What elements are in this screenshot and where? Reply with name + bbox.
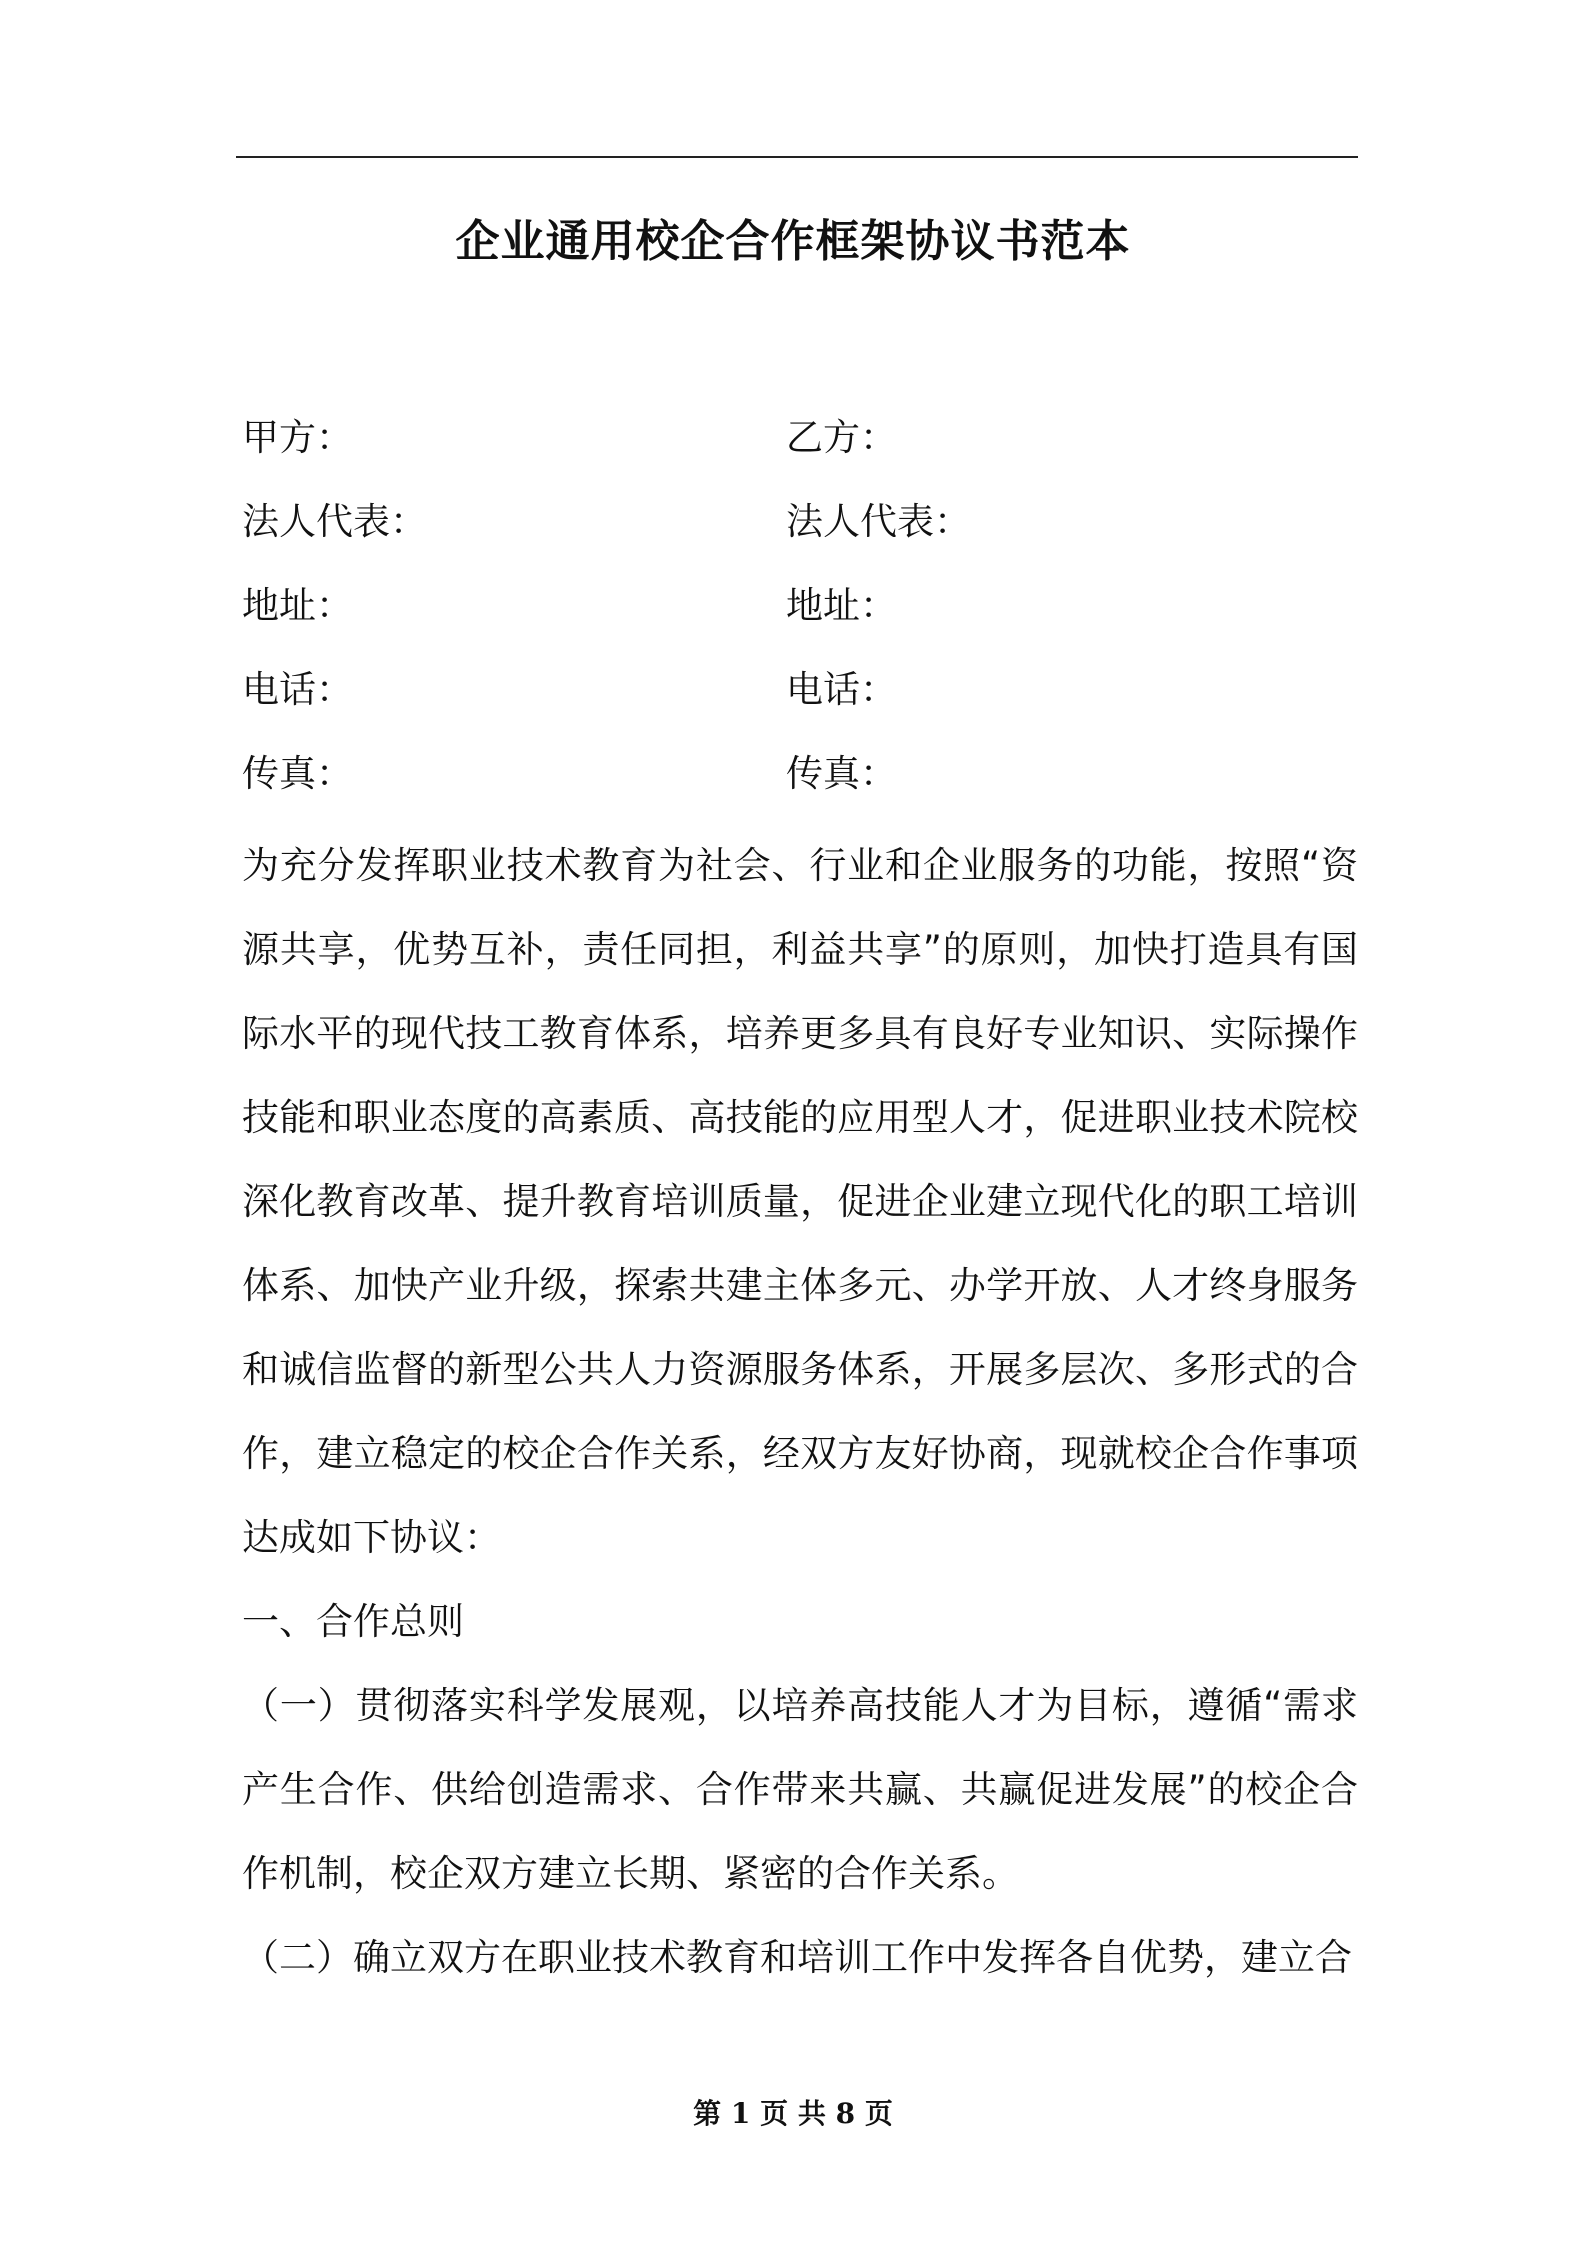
page-number: 第 1 页 共 8 页 <box>693 2097 893 2130</box>
party-a-phone-label: 电话： <box>242 668 353 711</box>
party-b-fax-label: 传真： <box>786 752 897 795</box>
party-row-name <box>242 406 1358 490</box>
clause-paragraph: （二）确立双方在职业技术教育和培训工作中发挥各自优势，建立合 <box>242 1936 1352 1979</box>
party-a-representative-label: 法人代表： <box>242 500 427 543</box>
section-heading: 一、合作总则 <box>242 1600 464 1643</box>
clause-paragraph: （一）贯彻落实科学发展观，以培养高技能人才为目标，遵循“需求产生合作、供给创造需求、合作带来共赢、共赢促进发展”的校企合作机制，校企双方建立长期、紧密的合作关系。 <box>242 1684 1358 1895</box>
party-row-phone <box>242 658 1358 742</box>
intro-paragraph: 为充分发挥职业技术教育为社会、行业和企业服务的功能，按照“资源共享，优势互补，责任同担，利益共享”的原则，加快打造具有国际水平的现代技工教育体系，培养更多具有良好专业知识、实际操作技能和职业态度的高素质、高技能的应用型人才，促进职业技术院校深化教育改革、提升教育培训质量，促进企业建立现代化的职工培训体系、加快产业升级，探索共建主体多元、办学开放、人才终身服务和诚信监督的新型公共人力资源服务体系，开展多层次、多形式的合作，建立稳定的校企合作关系，经双方友好协商，现就校企合作事项达成如下协议： <box>242 844 1358 1559</box>
party-row-address <box>242 574 1358 658</box>
party-b-address-label: 地址： <box>786 584 897 627</box>
party-b-phone-label: 电话： <box>786 668 897 711</box>
document-body <box>242 824 1358 2000</box>
party-b-label: 乙方： <box>786 416 897 459</box>
party-row-fax <box>242 742 1358 826</box>
party-info-table <box>242 406 1358 826</box>
document-title: 企业通用校企合作框架协议书范本 <box>455 216 1131 267</box>
party-a-address-label: 地址： <box>242 584 353 627</box>
party-b-representative-label: 法人代表： <box>786 500 971 543</box>
header-rule <box>236 156 1358 158</box>
party-a-fax-label: 传真： <box>242 752 353 795</box>
party-row-representative <box>242 490 1358 574</box>
party-a-label: 甲方： <box>242 416 353 459</box>
